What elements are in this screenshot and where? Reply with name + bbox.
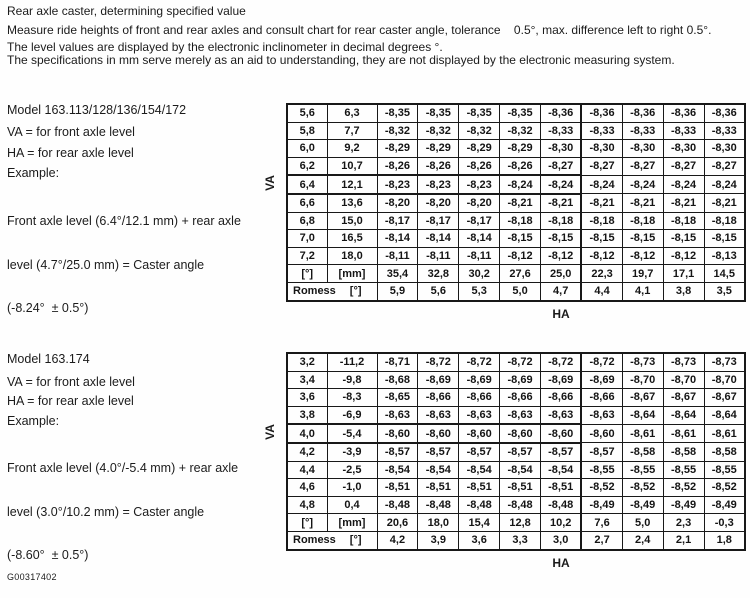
table-cell: -8,36 [704, 104, 745, 122]
table-cell: -8,30 [622, 140, 663, 158]
table-cell: -3,9 [327, 443, 377, 461]
table-cell: -8,27 [663, 157, 704, 175]
table-cell: [°] [287, 514, 327, 532]
table-cell: 2,4 [622, 531, 663, 549]
table-row [287, 389, 745, 407]
table-cell: -8,61 [663, 424, 704, 443]
table-cell: -8,70 [704, 371, 745, 389]
table-cell: 18,0 [327, 247, 377, 265]
table-cell: -6,9 [327, 406, 377, 424]
table-cell: -8,15 [663, 230, 704, 248]
table-row [287, 104, 745, 122]
table-cell: -8,21 [500, 194, 541, 212]
table-cell: -8,24 [622, 175, 663, 194]
va-note-2: VA = for front axle level [7, 375, 135, 389]
table-cell: -8,11 [459, 247, 500, 265]
table-cell: 13,6 [327, 194, 377, 212]
table-cell: -8,69 [500, 371, 541, 389]
table-cell: 6,4 [287, 175, 327, 194]
table-cell: -8,52 [581, 479, 622, 497]
table-cell: -8,17 [377, 212, 418, 230]
table-cell: -8,67 [622, 389, 663, 407]
table-cell: -8,35 [377, 104, 418, 122]
table-cell: 2,7 [581, 531, 622, 549]
table-cell: -8,23 [459, 175, 500, 194]
table-cell: -8,3 [327, 389, 377, 407]
table-cell: -8,24 [581, 175, 622, 194]
table-cell: -8,12 [541, 247, 582, 265]
table-cell: -8,73 [704, 353, 745, 371]
table-cell: 9,2 [327, 140, 377, 158]
table-cell: 7,2 [287, 247, 327, 265]
table-cell: -8,55 [622, 461, 663, 479]
table-cell: -8,48 [500, 496, 541, 514]
table-cell: -8,61 [704, 424, 745, 443]
table-cell: 4,4 [581, 282, 622, 300]
table-cell: 5,8 [287, 122, 327, 140]
table-cell: -8,49 [622, 496, 663, 514]
romess-label-cell: Romess [°] [287, 282, 377, 300]
table-cell: -8,21 [541, 194, 582, 212]
table-cell: -8,27 [541, 157, 582, 175]
table-cell: -8,68 [377, 371, 418, 389]
table-cell: -8,72 [500, 353, 541, 371]
table-cell: -8,52 [663, 479, 704, 497]
example-text-2 [7, 432, 277, 592]
table-cell: -8,23 [418, 175, 459, 194]
table-cell: -8,32 [418, 122, 459, 140]
table-cell: -8,54 [541, 461, 582, 479]
table-cell: -8,63 [377, 406, 418, 424]
table-cell: -8,49 [704, 496, 745, 514]
table-cell: -8,26 [500, 157, 541, 175]
table-cell: -8,32 [500, 122, 541, 140]
table-cell: -8,36 [663, 104, 704, 122]
table-row [287, 212, 745, 230]
table-row [287, 247, 745, 265]
table-cell: 17,1 [663, 265, 704, 283]
table-cell: 4,0 [287, 424, 327, 443]
table-row [287, 194, 745, 212]
table-cell: -8,57 [459, 443, 500, 461]
table-cell: -8,27 [704, 157, 745, 175]
table-cell: -8,20 [418, 194, 459, 212]
ha-axis-label-2: HA [552, 556, 570, 570]
table-cell: 3,9 [418, 531, 459, 549]
table-cell: 20,6 [377, 514, 418, 532]
table-cell: [°] [287, 265, 327, 283]
table-cell: 5,3 [459, 282, 500, 300]
table-cell: -8,48 [541, 496, 582, 514]
table-cell: -8,49 [581, 496, 622, 514]
table-cell: -8,24 [704, 175, 745, 194]
table-cell: -8,67 [663, 389, 704, 407]
table-row [287, 479, 745, 497]
table-cell: -8,11 [377, 247, 418, 265]
table-cell: 32,8 [418, 265, 459, 283]
table-cell: 3,4 [287, 371, 327, 389]
table-cell: -8,51 [418, 479, 459, 497]
table-cell: -8,65 [377, 389, 418, 407]
table-cell: 4,1 [622, 282, 663, 300]
table-cell: -8,51 [541, 479, 582, 497]
table-cell: -8,11 [418, 247, 459, 265]
table-cell: -8,36 [581, 104, 622, 122]
table-row [287, 461, 745, 479]
example-line: level (3.0°/10.2 mm) = Caster angle [7, 504, 205, 519]
table-cell: -8,72 [581, 353, 622, 371]
table-cell: -8,13 [704, 247, 745, 265]
table-cell: -8,48 [459, 496, 500, 514]
table-cell: -8,33 [581, 122, 622, 140]
romess-row [287, 531, 745, 549]
table-cell: -8,23 [377, 175, 418, 194]
example-text-1 [7, 185, 277, 345]
table-cell: 5,0 [622, 514, 663, 532]
table-cell: -8,64 [622, 406, 663, 424]
table-cell: 7,6 [581, 514, 622, 532]
table-cell: -8,30 [581, 140, 622, 158]
table-cell: -8,12 [500, 247, 541, 265]
table-cell: -8,27 [622, 157, 663, 175]
table-cell: 5,6 [418, 282, 459, 300]
table-cell: 14,5 [704, 265, 745, 283]
va-note-1: VA = for front axle level [7, 125, 135, 139]
table-cell: 12,8 [500, 514, 541, 532]
unit-row [287, 265, 745, 283]
table-cell: -8,60 [377, 424, 418, 443]
example-line: Front axle level (6.4°/12.1 mm) + rear axle [7, 214, 241, 228]
table-cell: 35,4 [377, 265, 418, 283]
table-row [287, 353, 745, 371]
table-cell: 4,6 [287, 479, 327, 497]
table-cell: -8,60 [459, 424, 500, 443]
table-cell: -8,20 [377, 194, 418, 212]
table-cell: -8,18 [541, 212, 582, 230]
table-cell: 12,1 [327, 175, 377, 194]
table-row [287, 424, 745, 443]
caster-table-1 [286, 103, 746, 302]
table-cell: 15,0 [327, 212, 377, 230]
table-cell: -8,30 [704, 140, 745, 158]
table-cell: -8,64 [663, 406, 704, 424]
table-cell: 30,2 [459, 265, 500, 283]
table-cell: -8,52 [622, 479, 663, 497]
table-cell: -8,21 [622, 194, 663, 212]
table-cell: -11,2 [327, 353, 377, 371]
table-cell: -8,72 [418, 353, 459, 371]
table-cell: -2,5 [327, 461, 377, 479]
table-cell: -8,57 [500, 443, 541, 461]
table-cell: -5,4 [327, 424, 377, 443]
table-row [287, 371, 745, 389]
table-row [287, 496, 745, 514]
table-cell: 1,8 [704, 531, 745, 549]
table-cell: 18,0 [418, 514, 459, 532]
example-label-1: Example: [7, 166, 60, 180]
table-cell: -8,32 [459, 122, 500, 140]
table-cell: -8,63 [541, 406, 582, 424]
table-cell: -8,32 [377, 122, 418, 140]
table-cell: 4,8 [287, 496, 327, 514]
table-cell: -8,63 [581, 406, 622, 424]
table-cell: 16,5 [327, 230, 377, 248]
table-cell: 3,5 [704, 282, 745, 300]
table-cell: -8,15 [581, 230, 622, 248]
table-cell: -8,20 [459, 194, 500, 212]
model-name-1: Model 163.113/128/136/154/172 [7, 103, 187, 117]
example-line: level (4.7°/25.0 mm) = Caster angle [7, 257, 205, 272]
table-cell: -8,29 [459, 140, 500, 158]
table-cell: -8,63 [418, 406, 459, 424]
table-cell: -8,26 [459, 157, 500, 175]
table-cell: -8,24 [541, 175, 582, 194]
table-cell: 0,4 [327, 496, 377, 514]
table-cell: -8,70 [663, 371, 704, 389]
table-cell: 3,2 [287, 353, 327, 371]
table-cell: -8,29 [500, 140, 541, 158]
table-cell: -8,29 [418, 140, 459, 158]
table-cell: -8,35 [418, 104, 459, 122]
table-cell: -8,36 [622, 104, 663, 122]
table-row [287, 157, 745, 175]
table-cell: -8,54 [377, 461, 418, 479]
table-cell: -8,15 [500, 230, 541, 248]
table-cell: -8,54 [500, 461, 541, 479]
table-cell: -8,21 [581, 194, 622, 212]
table-cell: -8,58 [663, 443, 704, 461]
example-line: (-8.60° ± 0.5°) [7, 548, 89, 562]
va-axis-label-2: VA [263, 424, 277, 440]
caster-table-2 [286, 352, 746, 551]
table-cell: -8,21 [663, 194, 704, 212]
table-cell: -8,51 [377, 479, 418, 497]
table-cell: 4,2 [287, 443, 327, 461]
table-cell: -8,64 [704, 406, 745, 424]
table-cell: -8,60 [500, 424, 541, 443]
instruction-line-2: The level values are displayed by the electronic inclinometer in decimal degrees °. [7, 40, 443, 54]
table-cell: -8,15 [541, 230, 582, 248]
table-cell: -8,57 [377, 443, 418, 461]
table-cell: -8,57 [418, 443, 459, 461]
table-cell: -8,49 [663, 496, 704, 514]
table-cell: -8,12 [622, 247, 663, 265]
table-cell: -8,52 [704, 479, 745, 497]
table-cell: -8,70 [622, 371, 663, 389]
table-row [287, 230, 745, 248]
table-cell: -8,57 [581, 443, 622, 461]
table-cell: -8,69 [541, 371, 582, 389]
table-cell: 3,3 [500, 531, 541, 549]
table-cell: -8,30 [541, 140, 582, 158]
table-cell: -8,69 [459, 371, 500, 389]
table-cell: 3,8 [287, 406, 327, 424]
table-cell: 27,6 [500, 265, 541, 283]
table-cell: 2,3 [663, 514, 704, 532]
table-cell: -8,29 [377, 140, 418, 158]
table-cell: -8,17 [459, 212, 500, 230]
ha-note-1: HA = for rear axle level [7, 146, 134, 160]
table-cell: -8,18 [581, 212, 622, 230]
table-cell: -8,18 [663, 212, 704, 230]
table-cell: -9,8 [327, 371, 377, 389]
table-cell: -8,33 [541, 122, 582, 140]
table-cell: -8,69 [418, 371, 459, 389]
table-cell: -8,48 [377, 496, 418, 514]
table-cell: -8,73 [663, 353, 704, 371]
table-row [287, 122, 745, 140]
table-cell: 2,1 [663, 531, 704, 549]
unit-row [287, 514, 745, 532]
table-cell: -8,72 [541, 353, 582, 371]
table-cell: -8,60 [418, 424, 459, 443]
table-cell: -8,61 [622, 424, 663, 443]
ha-axis-label-1: HA [552, 307, 570, 321]
table-row [287, 175, 745, 194]
table-cell: -8,60 [541, 424, 582, 443]
table-cell: 19,7 [622, 265, 663, 283]
table-row [287, 443, 745, 461]
table-cell: 6,3 [327, 104, 377, 122]
table-cell: 3,8 [663, 282, 704, 300]
table-cell: 3,0 [541, 531, 582, 549]
table-cell: -8,33 [663, 122, 704, 140]
table-cell: -8,66 [581, 389, 622, 407]
table-cell: 5,9 [377, 282, 418, 300]
table-cell: 6,8 [287, 212, 327, 230]
instruction-line-3: The specifications in mm serve merely as an aid to understanding, they are not displayed by the electronic measuring system. [7, 53, 675, 67]
romess-row [287, 282, 745, 300]
table-cell: 6,0 [287, 140, 327, 158]
romess-label-cell: Romess [°] [287, 531, 377, 549]
table-cell: -8,57 [541, 443, 582, 461]
example-label-2: Example: [7, 414, 60, 428]
table-cell: -8,12 [663, 247, 704, 265]
table-cell: -8,15 [704, 230, 745, 248]
table-cell: -8,24 [500, 175, 541, 194]
page-title: Rear axle caster, determining specified value [7, 4, 246, 18]
table-cell: -8,66 [541, 389, 582, 407]
example-line: Front axle level (4.0°/-5.4 mm) + rear axle [7, 461, 239, 475]
table-cell: -8,63 [500, 406, 541, 424]
table-cell: -8,15 [622, 230, 663, 248]
table-cell: [mm] [327, 514, 377, 532]
table-cell: -8,66 [500, 389, 541, 407]
table-cell: -8,12 [581, 247, 622, 265]
table-cell: 25,0 [541, 265, 582, 283]
va-axis-label-1: VA [263, 175, 277, 191]
table-cell: -8,35 [459, 104, 500, 122]
table-cell: -8,58 [704, 443, 745, 461]
table-cell: -8,71 [377, 353, 418, 371]
table-cell: -8,55 [581, 461, 622, 479]
table-cell: 4,7 [541, 282, 582, 300]
table-cell: -8,14 [377, 230, 418, 248]
table-cell: -8,14 [459, 230, 500, 248]
table-row [287, 406, 745, 424]
table-cell: -8,48 [418, 496, 459, 514]
instruction-line-1: Measure ride heights of front and rear axles and consult chart for rear caster angle, tolerance 0.5°, max. difference left to right 0.5°. [7, 23, 712, 37]
table-cell: -8,14 [418, 230, 459, 248]
table-cell: 6,2 [287, 157, 327, 175]
table-cell: 5,6 [287, 104, 327, 122]
table-cell: -8,54 [418, 461, 459, 479]
table-row [287, 140, 745, 158]
table-cell: -8,72 [459, 353, 500, 371]
table-cell: -8,33 [622, 122, 663, 140]
table-cell: -8,73 [622, 353, 663, 371]
table-cell: -8,55 [663, 461, 704, 479]
table-cell: 4,2 [377, 531, 418, 549]
table-cell: -8,55 [704, 461, 745, 479]
table-cell: -8,33 [704, 122, 745, 140]
model-name-2: Model 163.174 [7, 352, 90, 366]
table-cell: -8,17 [418, 212, 459, 230]
example-line: (-8.24° ± 0.5°) [7, 301, 89, 315]
table-cell: -8,69 [581, 371, 622, 389]
table-cell: [mm] [327, 265, 377, 283]
table-cell: -8,18 [704, 212, 745, 230]
table-cell: -8,26 [418, 157, 459, 175]
table-cell: 7,0 [287, 230, 327, 248]
table-cell: -8,51 [459, 479, 500, 497]
table-cell: 5,0 [500, 282, 541, 300]
table-cell: -8,21 [704, 194, 745, 212]
table-cell: -8,30 [663, 140, 704, 158]
table-cell: -8,36 [541, 104, 582, 122]
table-cell: -8,26 [377, 157, 418, 175]
table-cell: -8,35 [500, 104, 541, 122]
table-cell: -8,51 [500, 479, 541, 497]
table-cell: -8,60 [581, 424, 622, 443]
table-cell: -8,18 [622, 212, 663, 230]
figure-code: G00317402 [7, 572, 57, 582]
table-cell: 7,7 [327, 122, 377, 140]
table-cell: 3,6 [287, 389, 327, 407]
table-cell: 6,6 [287, 194, 327, 212]
table-cell: -8,24 [663, 175, 704, 194]
ha-note-2: HA = for rear axle level [7, 394, 134, 408]
table-cell: -8,66 [459, 389, 500, 407]
table-cell: 3,6 [459, 531, 500, 549]
table-cell: -8,27 [581, 157, 622, 175]
table-cell: -1,0 [327, 479, 377, 497]
table-cell: 4,4 [287, 461, 327, 479]
table-cell: 10,7 [327, 157, 377, 175]
table-cell: -0,3 [704, 514, 745, 532]
table-cell: -8,66 [418, 389, 459, 407]
table-cell: -8,54 [459, 461, 500, 479]
table-cell: 22,3 [581, 265, 622, 283]
table-cell: 10,2 [541, 514, 582, 532]
table-cell: -8,18 [500, 212, 541, 230]
table-cell: -8,58 [622, 443, 663, 461]
table-cell: -8,63 [459, 406, 500, 424]
table-cell: -8,67 [704, 389, 745, 407]
table-cell: 15,4 [459, 514, 500, 532]
